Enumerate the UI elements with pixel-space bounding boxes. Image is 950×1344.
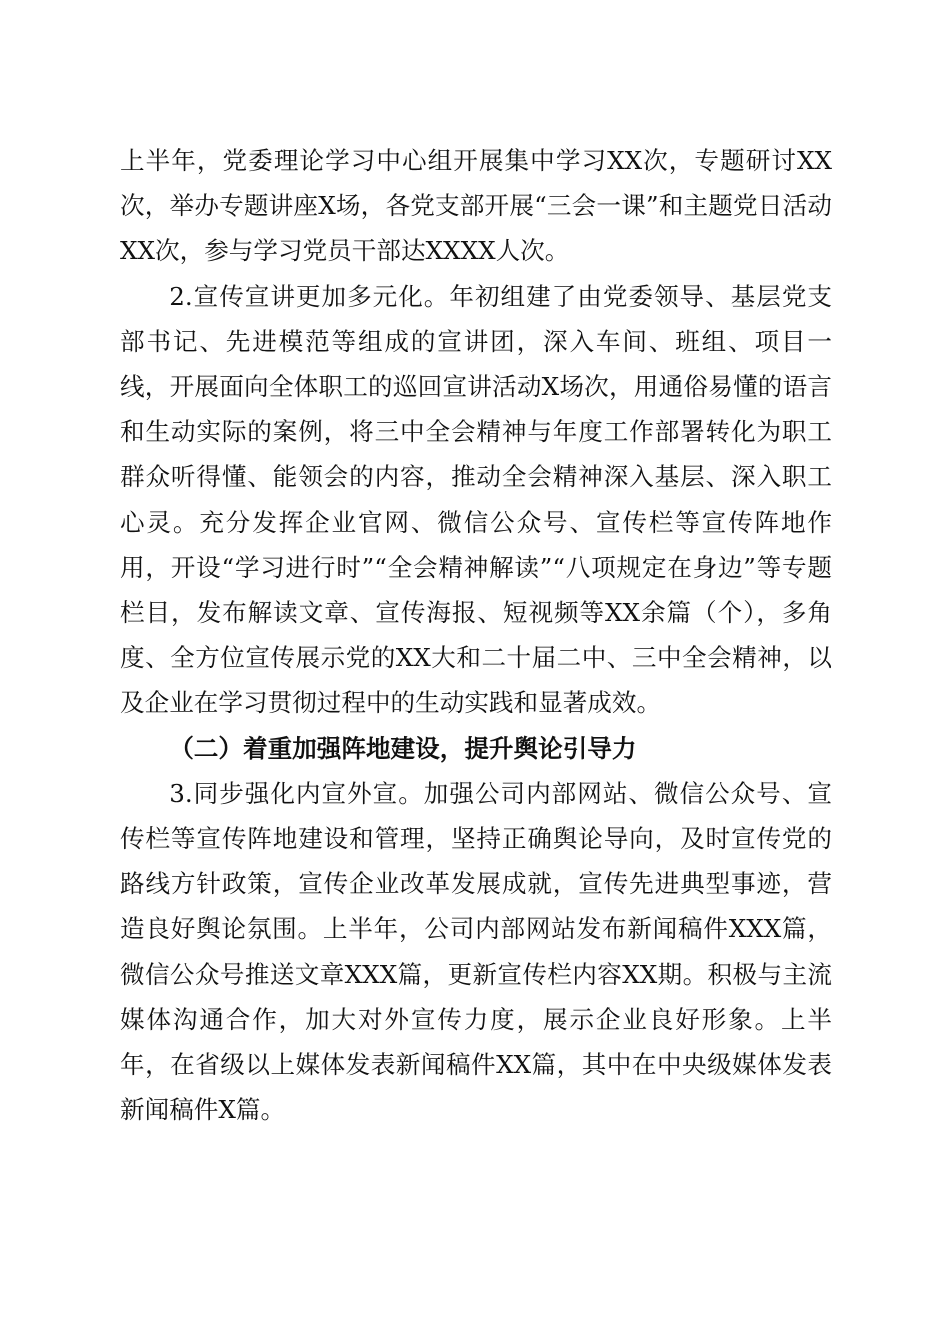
paragraph-study-summary: 上半年，党委理论学习中心组开展集中学习XX次，专题研讨XX次，举办专题讲座X场，各党支部开展“三会一课”和主题党日活动XX次，参与学习党员干部达XXXX人次。: [120, 146, 832, 266]
document-body: [120, 138, 832, 1132]
paragraph-publicity-diversified: 2.宣传宣讲更加多元化。年初组建了由党委领导、基层党支部书记、先进模范等组成的宣讲团，深入车间、班组、项目一线，开展面向全体职工的巡回宣讲活动X场次，用通俗易懂的语言和生动实际的案例，将三中全会精神与年度工作部署转化为职工群众听得懂、能领会的内容，推动全会精神深入基层、深入职工心灵。充分发挥企业官网、微信公众号、宣传栏等宣传阵地作用，开设“学习进行时”“全会精神解读”“八项规定在身边”等专题栏目，发布解读文章、宣传海报、短视频等XX余篇（个），多角度、全方位宣传展示党的XX大和二十届二中、三中全会精神，以及企业在学习贯彻过程中的生动实践和显著成效。: [120, 281, 832, 718]
paragraph-internal-external-publicity: 3.同步强化内宣外宣。加强公司内部网站、微信公众号、宣传栏等宣传阵地建设和管理，坚持正确舆论导向，及时宣传党的路线方针政策，宣传企业改革发展成就，宣传先进典型事迹，营造良好舆论氛围。上半年，公司内部网站发布新闻稿件XXX篇，微信公众号推送文章XXX篇，更新宣传栏内容XX期。积极与主流媒体沟通合作，加大对外宣传力度，展示企业良好形象。上半年，在省级以上媒体发表新闻稿件XX篇，其中在中央级媒体发表新闻稿件X篇。: [120, 778, 832, 1125]
section-heading: （二）着重加强阵地建设，提升舆论引导力: [169, 733, 637, 763]
